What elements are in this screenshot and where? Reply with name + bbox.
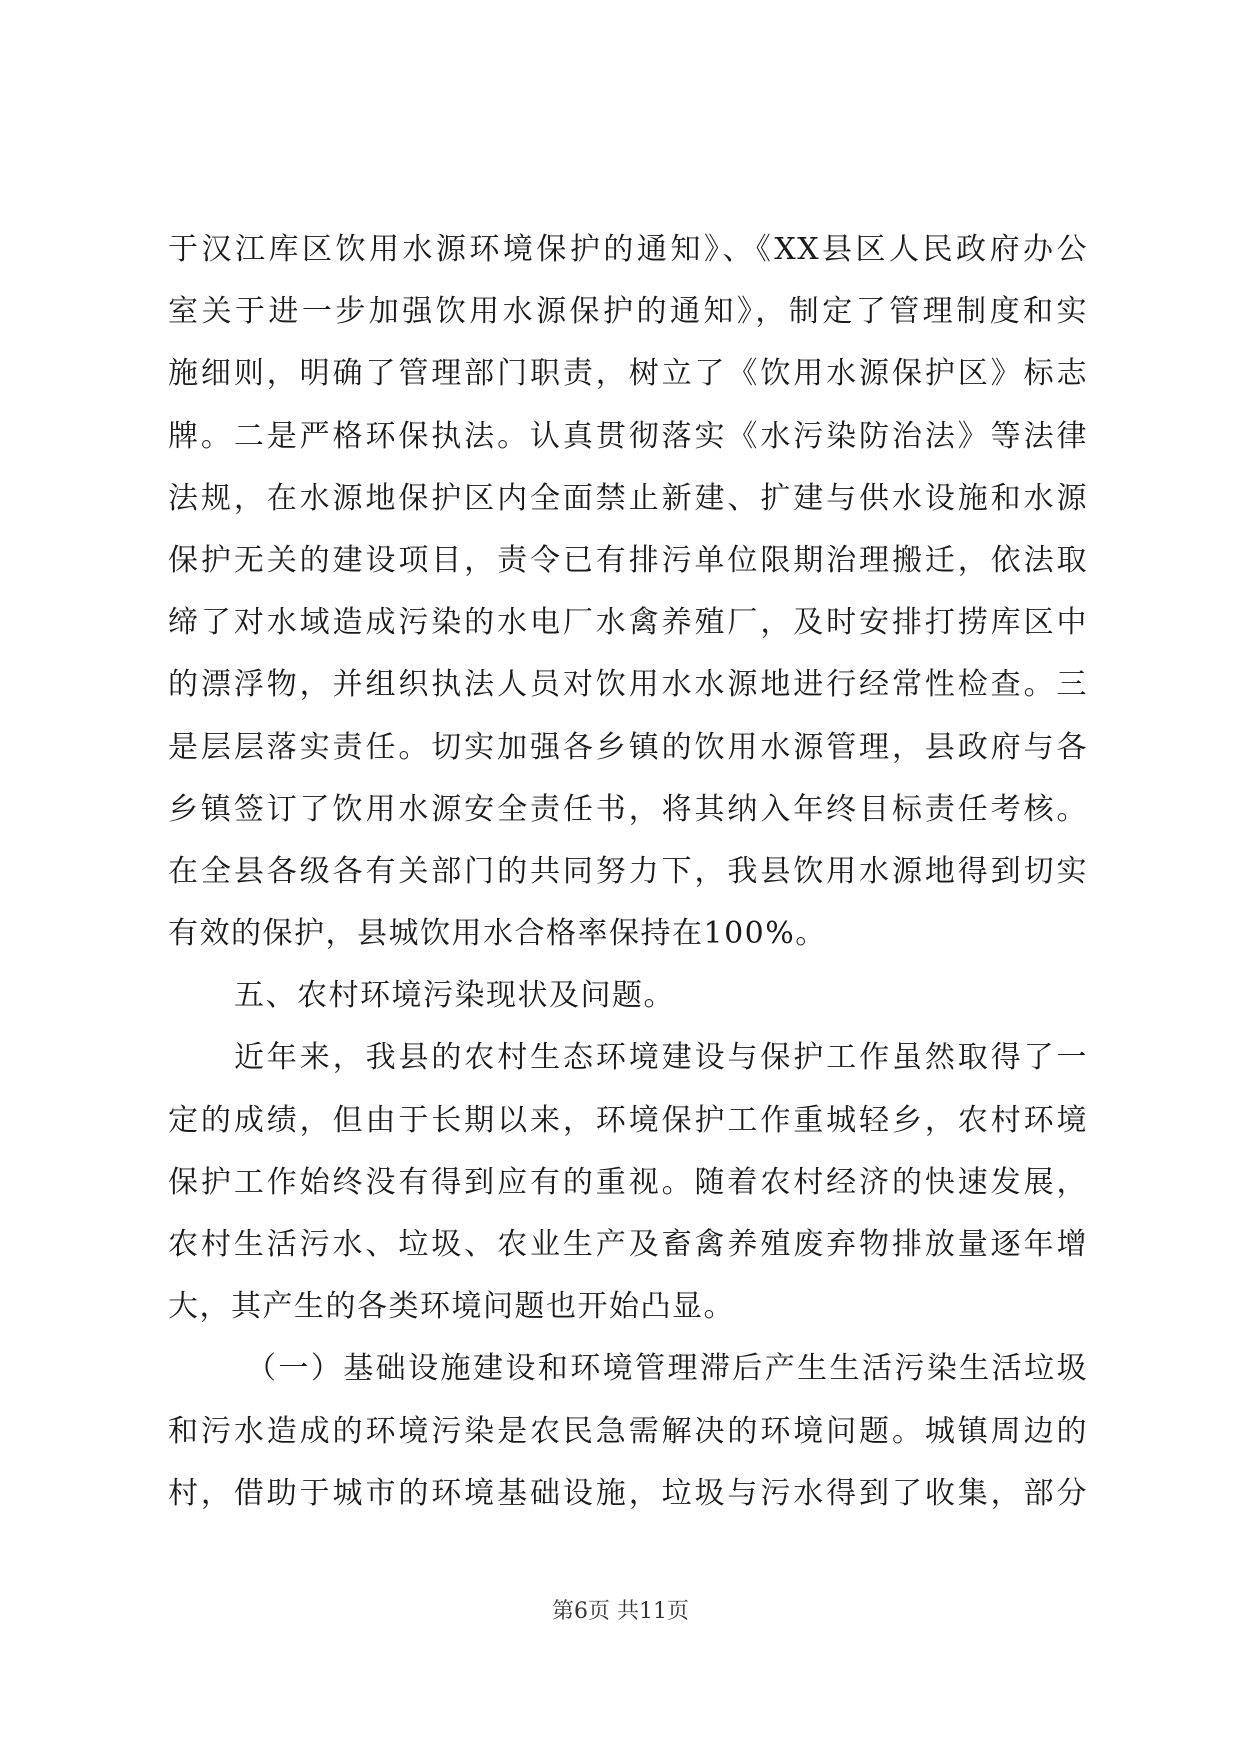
text-line: 在全县各级各有关部门的共同努力下，我县饮用水源地得到切实 — [168, 853, 1088, 889]
text-line: 村，借助于城市的环境基础设施，垃圾与污水得到了收集，部分 — [168, 1475, 1088, 1511]
text-line: 农村生活污水、垃圾、农业生产及畜禽养殖废弃物排放量逐年增 — [168, 1227, 1088, 1262]
text-line: 保护工作始终没有得到应有的重视。随着农村经济的快速发展， — [168, 1164, 1088, 1200]
text-line: 大，其产生的各类环境问题也开始凸显。 — [168, 1289, 735, 1325]
body-text — [168, 219, 1088, 1525]
text-line: 定的成绩，但由于长期以来，环境保护工作重城轻乡，农村环境 — [168, 1102, 1088, 1138]
page-number-footer: 第6页 共11页 — [552, 1599, 689, 1624]
text-line: 法规，在水源地保护区内全面禁止新建、扩建与供水设施和水源 — [168, 480, 1088, 516]
text-line: 和污水造成的环境污染是农民急需解决的环境问题。城镇周边的 — [168, 1413, 1088, 1449]
text-line: 于汉江库区饮用水源环境保护的通知》、《XX县区人民政府办公 — [168, 232, 1088, 267]
text-line: 施细则，明确了管理部门职责，树立了《饮用水源保护区》标志 — [168, 356, 1088, 392]
text-line: 保护无关的建设项目，责令已有排污单位限期治理搬迁，依法取 — [168, 542, 1088, 578]
text-line: 缔了对水域造成污染的水电厂水禽养殖厂，及时安排打捞库区中 — [168, 605, 1088, 641]
text-line: 的漂浮物，并组织执法人员对饮用水水源地进行经常性检查。三 — [168, 667, 1088, 703]
text-line: 室关于进一步加强饮用水源保护的通知》，制定了管理制度和实 — [168, 294, 1088, 330]
subsection-line: （一）基础设施建设和环境管理滞后产生生活污染生活垃圾 — [246, 1351, 1088, 1387]
text-line: 近年来，我县的农村生态环境建设与保护工作虽然取得了一 — [234, 1040, 1088, 1076]
text-line: 有效的保护，县城饮用水合格率保持在100%。 — [168, 916, 827, 952]
section-heading: 五、农村环境污染现状及问题。 — [234, 978, 675, 1014]
text-line: 乡镇签订了饮用水源安全责任书，将其纳入年终目标责任考核。 — [168, 791, 1088, 827]
text-line: 是层层落实责任。切实加强各乡镇的饮用水源管理，县政府与各 — [168, 729, 1088, 765]
text-line: 牌。二是严格环保执法。认真贯彻落实《水污染防治法》等法律 — [168, 418, 1088, 454]
